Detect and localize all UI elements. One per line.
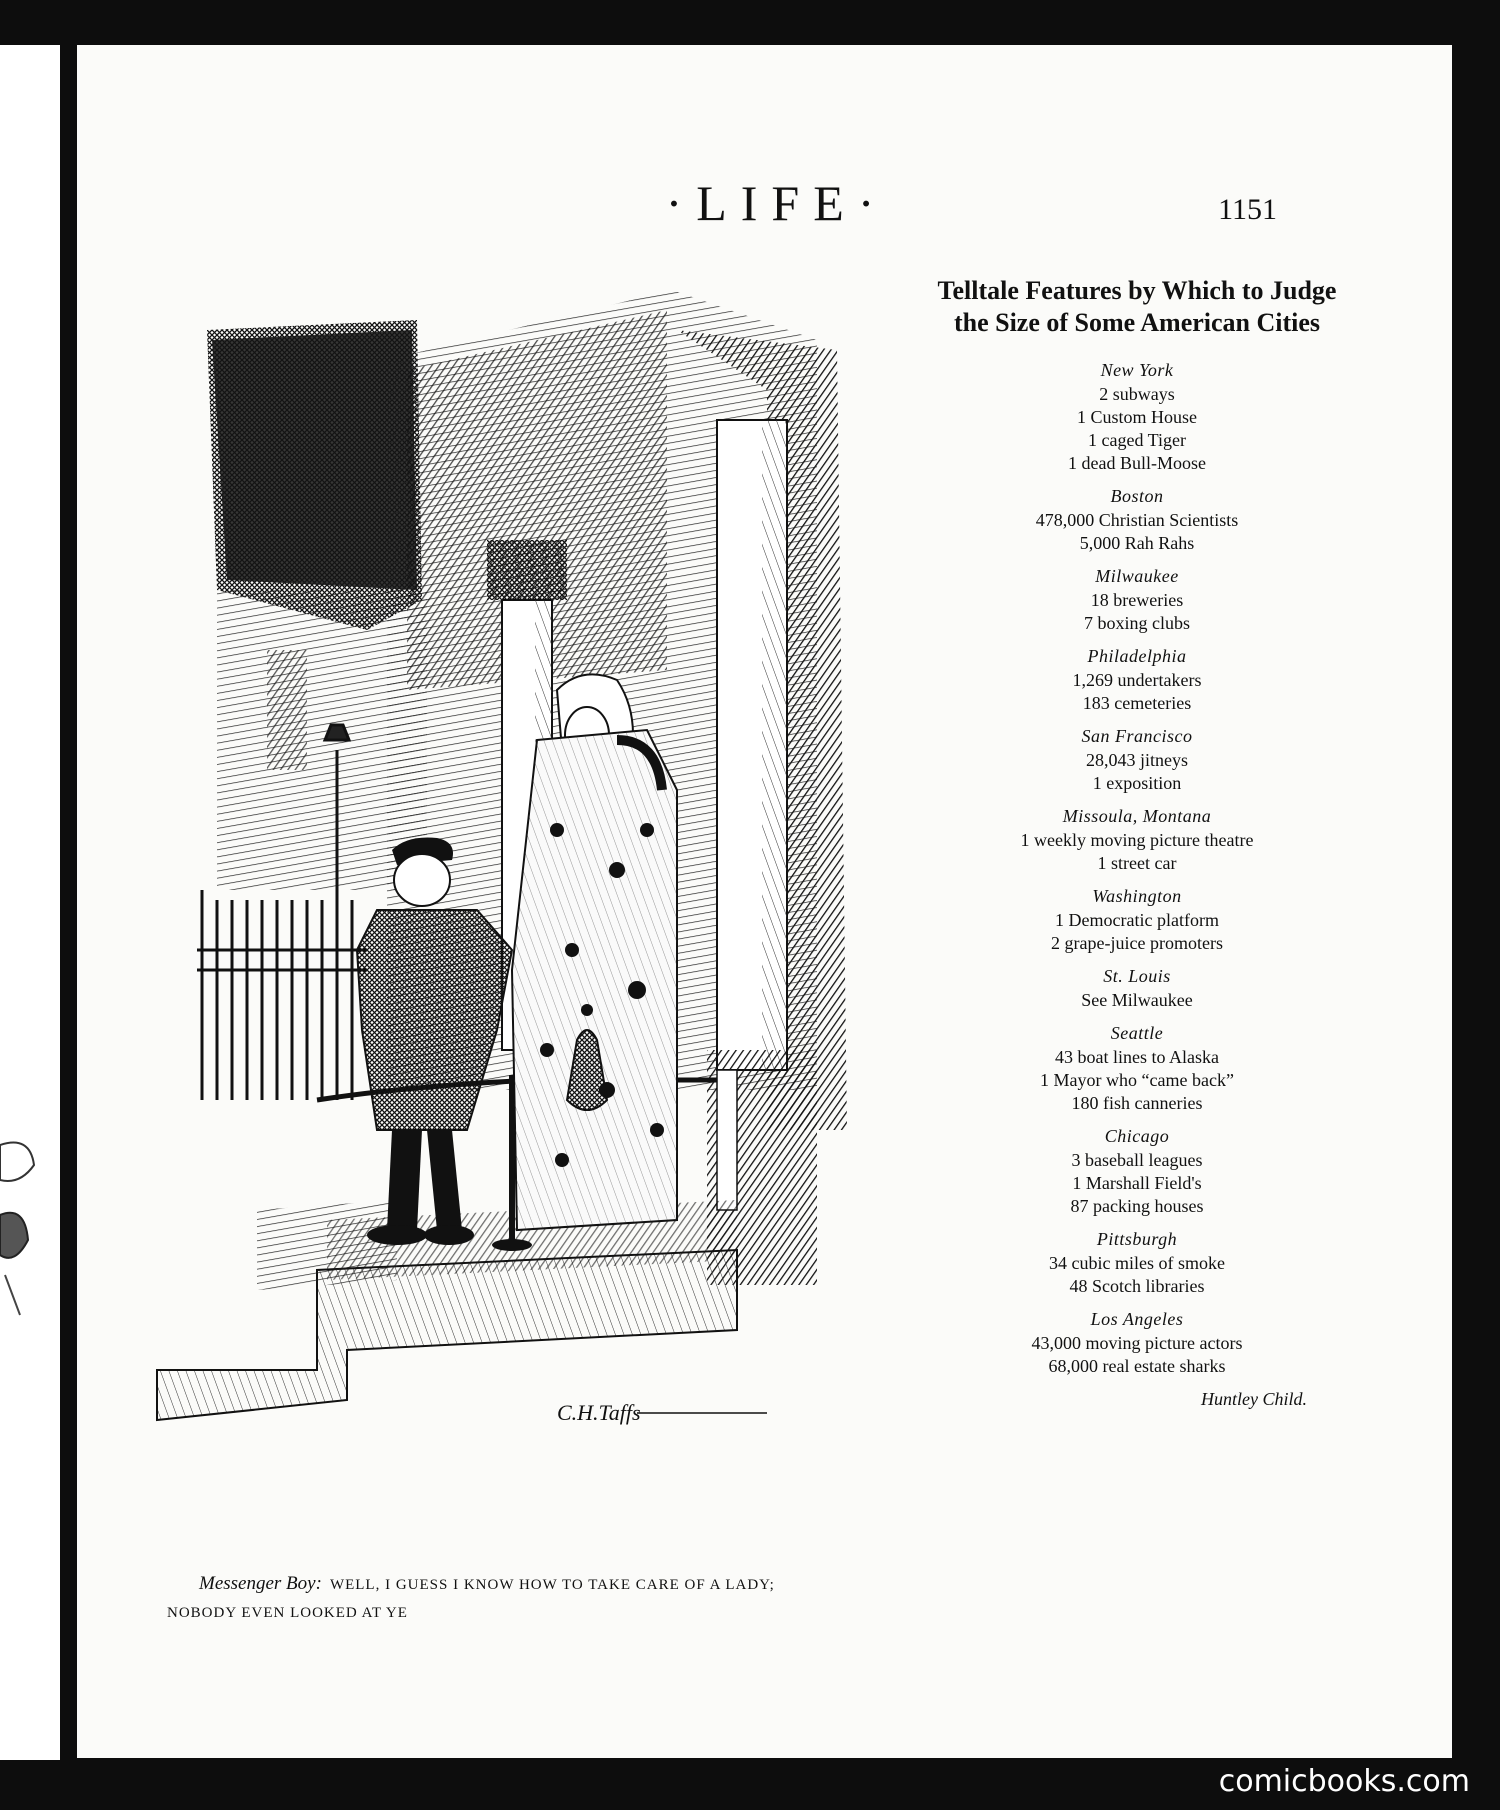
city-features — [917, 1252, 1357, 1298]
city-features — [917, 1332, 1357, 1378]
caption-line-2: NOBODY EVEN LOOKED AT YE — [167, 1605, 408, 1621]
city-feature-item: 18 breweries — [1090, 590, 1184, 610]
city-feature-item: 87 packing houses — [1070, 1196, 1204, 1216]
lady-in-cloak — [512, 674, 677, 1230]
city-features — [917, 1046, 1357, 1115]
city-feature-item: 3 baseball leagues — [1071, 1150, 1203, 1170]
city-feature-item: See Milwaukee — [1081, 990, 1193, 1010]
city-features — [917, 509, 1357, 555]
city-name: Boston — [1110, 486, 1164, 506]
cartoon-caption — [167, 1570, 927, 1627]
city-name: San Francisco — [1081, 726, 1193, 746]
watermark: comicbooks.com — [1218, 1764, 1470, 1799]
city-feature-item: 1,269 undertakers — [1072, 670, 1202, 690]
city-features — [917, 989, 1357, 1012]
magazine-page — [77, 45, 1452, 1758]
city-features — [917, 589, 1357, 635]
city-feature-item: 1 weekly moving picture theatre — [1020, 830, 1254, 850]
city-feature-item: 1 dead Bull-Moose — [1068, 453, 1206, 473]
city-feature-item: 1 Democratic platform — [1055, 910, 1219, 930]
city-feature-item: 1 Mayor who “came back” — [1040, 1070, 1234, 1090]
city-name: Milwaukee — [1095, 566, 1179, 586]
city-feature-item: 2 subways — [1099, 384, 1175, 404]
city-feature-item: 43 boat lines to Alaska — [1055, 1047, 1219, 1067]
city-name: Seattle — [1110, 1023, 1164, 1043]
city-features — [917, 383, 1357, 475]
city-feature-item: 180 fish canneries — [1071, 1093, 1203, 1113]
city-features — [917, 1149, 1357, 1218]
city-feature-item: 68,000 real estate sharks — [1048, 1356, 1226, 1376]
city-feature-item: 183 cemeteries — [1082, 693, 1192, 713]
city-name: Washington — [1092, 886, 1182, 906]
city-feature-item: 478,000 Christian Scientists — [1035, 510, 1239, 530]
city-feature-item: 1 Marshall Field's — [1072, 1173, 1202, 1193]
column-capital — [487, 540, 567, 600]
previous-page-edge — [0, 45, 60, 1760]
city-feature-item: 1 street car — [1097, 853, 1177, 873]
page-number: 1151 — [1218, 193, 1277, 226]
city-feature-item: 43,000 moving picture actors — [1031, 1333, 1243, 1353]
city-name: Chicago — [1104, 1126, 1170, 1146]
iron-fence — [197, 890, 367, 1100]
city-name: New York — [1100, 360, 1174, 380]
artist-signature: C.H.Taffs — [557, 1400, 641, 1425]
city-name: Missoula, Montana — [1062, 806, 1212, 826]
cartoon-illustration — [117, 270, 877, 1560]
city-features — [917, 669, 1357, 715]
caption-line-1: WELL, I GUESS I KNOW HOW TO TAKE CARE OF A LADY; — [329, 1577, 775, 1593]
masthead: ·LIFE· — [665, 175, 889, 231]
city-name: Philadelphia — [1087, 646, 1187, 666]
city-features — [917, 829, 1357, 875]
city-features — [917, 909, 1357, 955]
city-feature-item: 1 caged Tiger — [1088, 430, 1186, 450]
city-feature-item: 1 Custom House — [1076, 407, 1197, 427]
author-byline: Huntley Child. — [1201, 1389, 1307, 1409]
city-feature-item: 48 Scotch libraries — [1069, 1276, 1205, 1296]
front-steps — [157, 1250, 737, 1420]
city-name: St. Louis — [1103, 966, 1171, 986]
caption-speaker: Messenger Boy: — [199, 1573, 322, 1594]
city-feature-item: 34 cubic miles of smoke — [1049, 1253, 1225, 1273]
city-feature-item: 2 grape-juice promoters — [1051, 933, 1223, 953]
city-feature-item: 1 exposition — [1092, 773, 1182, 793]
city-features — [917, 749, 1357, 795]
article-title: Telltale Features by Which to Judge the Size of Some American Cities — [937, 276, 1337, 337]
city-name: Pittsburgh — [1096, 1229, 1178, 1249]
city-feature-item: 7 boxing clubs — [1084, 613, 1190, 633]
city-list — [917, 357, 1357, 1378]
city-feature-item: 5,000 Rah Rahs — [1079, 533, 1195, 553]
article-column — [917, 275, 1357, 1412]
city-name: Los Angeles — [1090, 1309, 1184, 1329]
leaf-illustration-fragment — [0, 1125, 38, 1325]
city-feature-item: 28,043 jitneys — [1086, 750, 1188, 770]
